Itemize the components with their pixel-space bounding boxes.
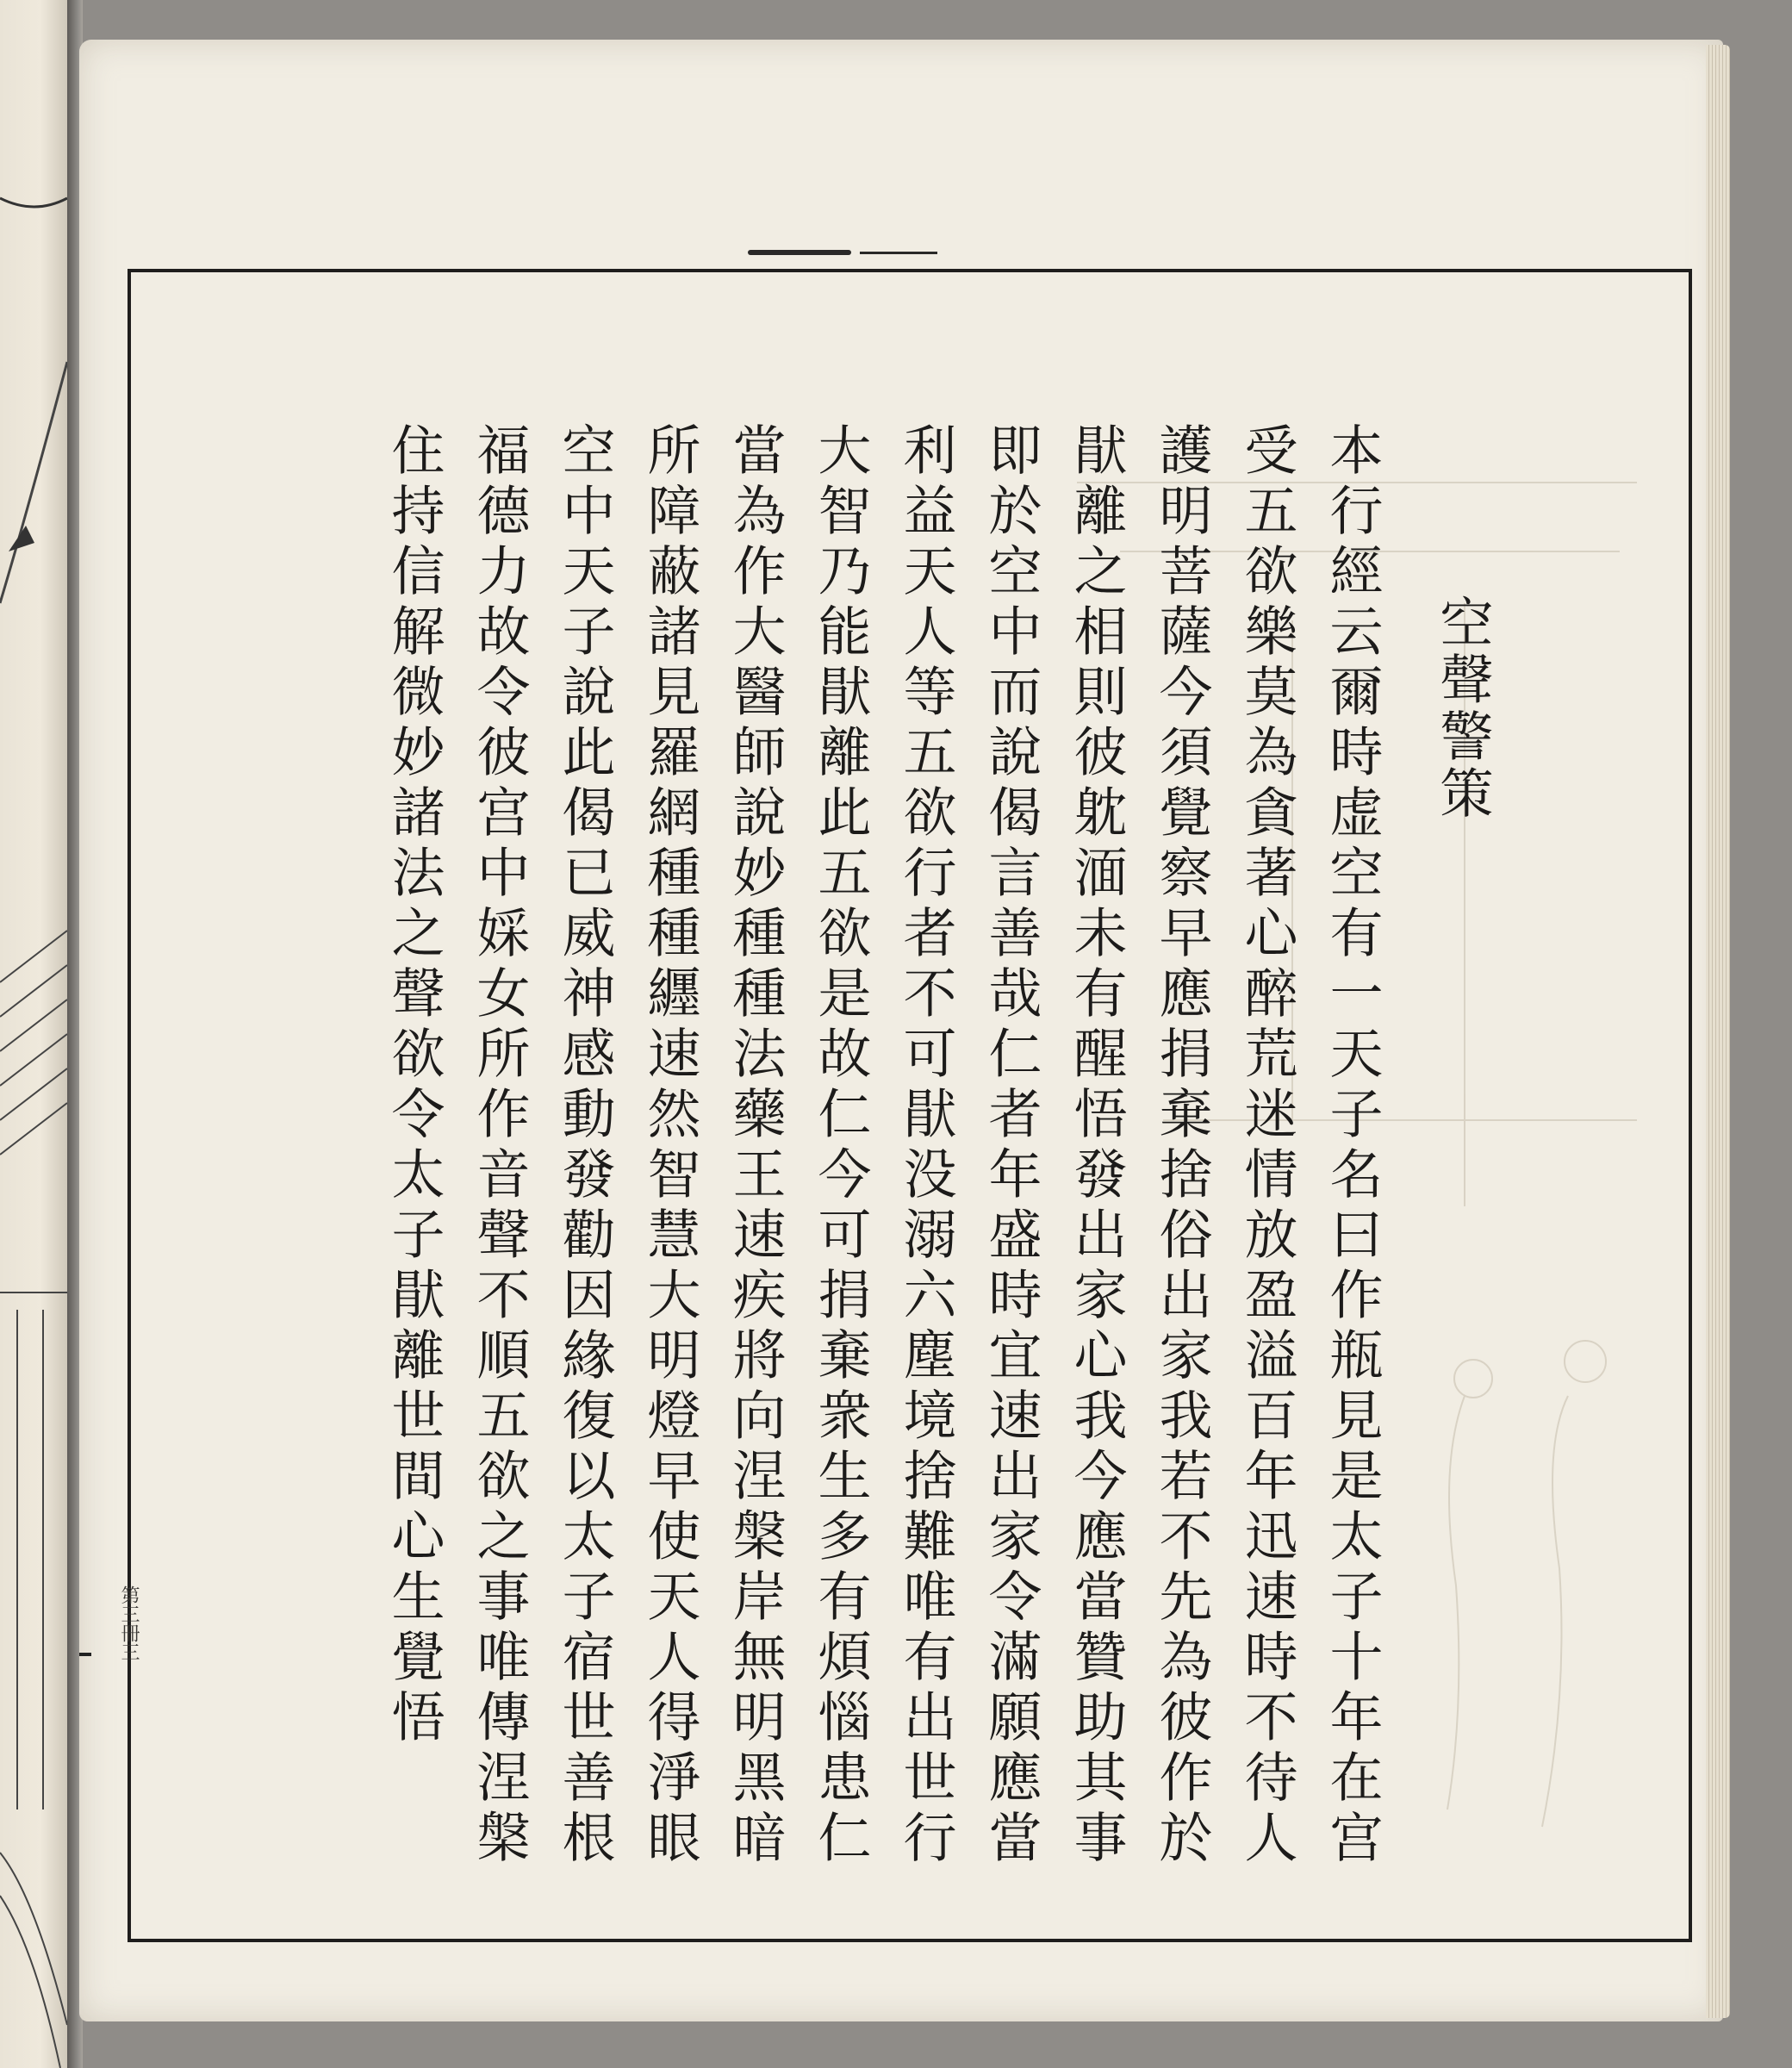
text-column-10: 空中天子說此偈已威神感動發勸因緣復以太子宿世善根 bbox=[553, 422, 616, 1870]
print-mark bbox=[860, 252, 937, 254]
margin-page-label: 第三冊三 bbox=[118, 1585, 140, 1661]
text-column-6: 利益天人等五欲行者不可猒没溺六塵境捨難唯有出世行 bbox=[894, 422, 957, 1870]
document-title: 空聲警策 bbox=[1431, 595, 1494, 822]
text-column-8: 當為作大醫師說妙種種法藥王速疾將向涅槃岸無明黑暗 bbox=[724, 422, 787, 1870]
text-column-11: 福德力故令彼宫中婇女所作音聲不順五欲之事唯傳涅槃 bbox=[468, 422, 531, 1870]
margin-tick bbox=[79, 1653, 91, 1656]
text-column-4: 猒離之相則彼躭湎未有醒悟發出家心我今應當贊助其事 bbox=[1065, 422, 1128, 1870]
text-column-1: 本行經云爾時虚空有一天子名曰作瓶見是太子十年在宫 bbox=[1321, 422, 1384, 1870]
text-column-12: 住持信解微妙諸法之聲欲令太子猒離世間心生覺悟 bbox=[383, 422, 445, 1749]
text-column-5: 即於空中而說偈言善哉仁者年盛時宜速出家令滿願應當 bbox=[980, 422, 1042, 1870]
text-column-2: 受五欲樂莫為貪著心醉荒迷情放盈溢百年迅速時不待人 bbox=[1235, 422, 1298, 1870]
print-mark bbox=[748, 250, 851, 255]
text-column-3: 護明菩薩今須覺察早應捐棄捨俗出家我若不先為彼作於 bbox=[1150, 422, 1213, 1870]
text-column-9: 所障蔽諸見羅網種種纒速然智慧大明燈早使天人得淨眼 bbox=[638, 422, 701, 1870]
text-column-7: 大智乃能猒離此五欲是故仁今可捐棄衆生多有煩惱患仁 bbox=[809, 422, 872, 1870]
